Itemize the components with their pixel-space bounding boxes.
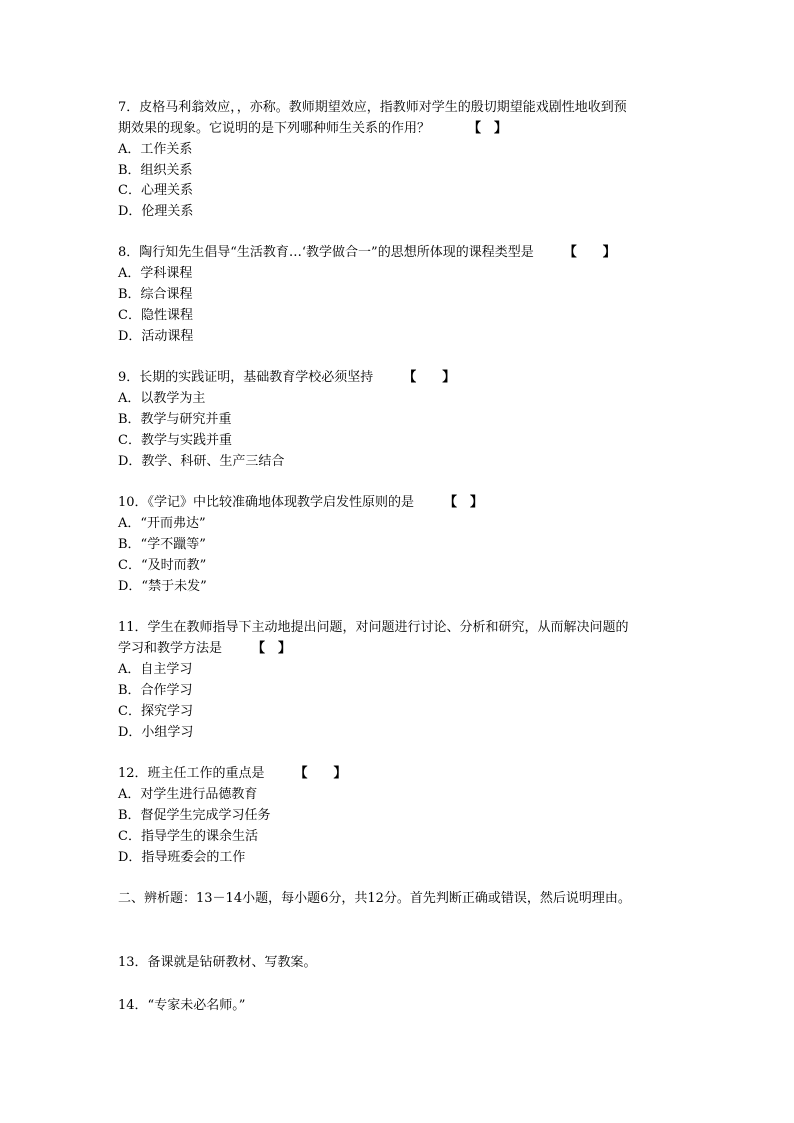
option-b: B．综合课程 <box>118 287 193 302</box>
option-a: A．工作关系 <box>118 142 193 157</box>
option-a: A．学科课程 <box>118 266 193 281</box>
option-a: A．“开而弗达” <box>118 516 206 531</box>
answer-bracket: 【 】 <box>294 766 347 781</box>
option-d: D．指导班委会的工作 <box>118 850 246 865</box>
question-14: 14．“专家未必名师。” <box>118 998 246 1013</box>
option-c: C．“及时而教” <box>118 558 207 573</box>
question-7-line-2: 期效果的现象。它说明的是下列哪种师生关系的作用？ 【 】 <box>118 119 507 139</box>
option-b: B．“学不躐等” <box>118 537 206 552</box>
option-d: D．小组学习 <box>118 725 194 740</box>
question-11-line-1: 11．学生在教师指导下主动地提出问题，对问题进行讨论、分析和研究，从而解决问题的 <box>118 620 629 635</box>
option-b: B．合作学习 <box>118 683 193 698</box>
question-12-line-1: 12．班主任工作的重点是 【 】 <box>118 764 347 784</box>
option-d: D．伦理关系 <box>118 204 194 219</box>
option-c: C．隐性课程 <box>118 308 193 323</box>
option-b: B．督促学生完成学习任务 <box>118 808 271 823</box>
question-9-line-1: 9．长期的实践证明，基础教育学校必须坚持 【 】 <box>118 368 455 388</box>
question-7-line-1: 7．皮格马利翁效应，，亦称。教师期望效应，指教师对学生的殷切期望能戏剧性地收到预 <box>118 100 627 115</box>
option-a: A．对学生进行品德教育 <box>118 787 258 802</box>
option-b: B．组织关系 <box>118 163 193 178</box>
option-a: A．自主学习 <box>118 662 193 677</box>
option-a: A．以教学为主 <box>118 391 206 406</box>
answer-bracket: 【 】 <box>252 641 292 656</box>
option-d: D．教学、科研、生产三结合 <box>118 454 285 469</box>
option-d: D．“禁于未发” <box>118 579 207 594</box>
option-b: B．教学与研究并重 <box>118 412 232 427</box>
section-2-heading: 二、辨析题：13－14小题，每小题6分，共12分。首先判断正确或错误，然后说明理由。 <box>118 891 631 906</box>
question-8-line-1: 8．陶行知先生倡导“生活教育…‘教学做合一”的思想所体现的课程类型是 【 】 <box>118 243 616 263</box>
answer-bracket: 【 】 <box>563 245 616 260</box>
question-13: 13．备课就是钻研教材、写教案。 <box>118 955 317 970</box>
question-11-line-2: 学习和教学方法是 【 】 <box>118 639 291 659</box>
answer-bracket: 【 】 <box>468 121 508 136</box>
option-c: C．教学与实践并重 <box>118 433 232 448</box>
answer-bracket: 【 】 <box>403 370 456 385</box>
option-c: C．探究学习 <box>118 704 193 719</box>
option-c: C．心理关系 <box>118 183 193 198</box>
question-10-line-1: 10．《学记》中比较准确地体现教学启发性原则的是 【 】 <box>118 493 483 513</box>
option-d: D．活动课程 <box>118 329 194 344</box>
answer-bracket: 【 】 <box>444 495 484 510</box>
option-c: C．指导学生的课余生活 <box>118 829 258 844</box>
